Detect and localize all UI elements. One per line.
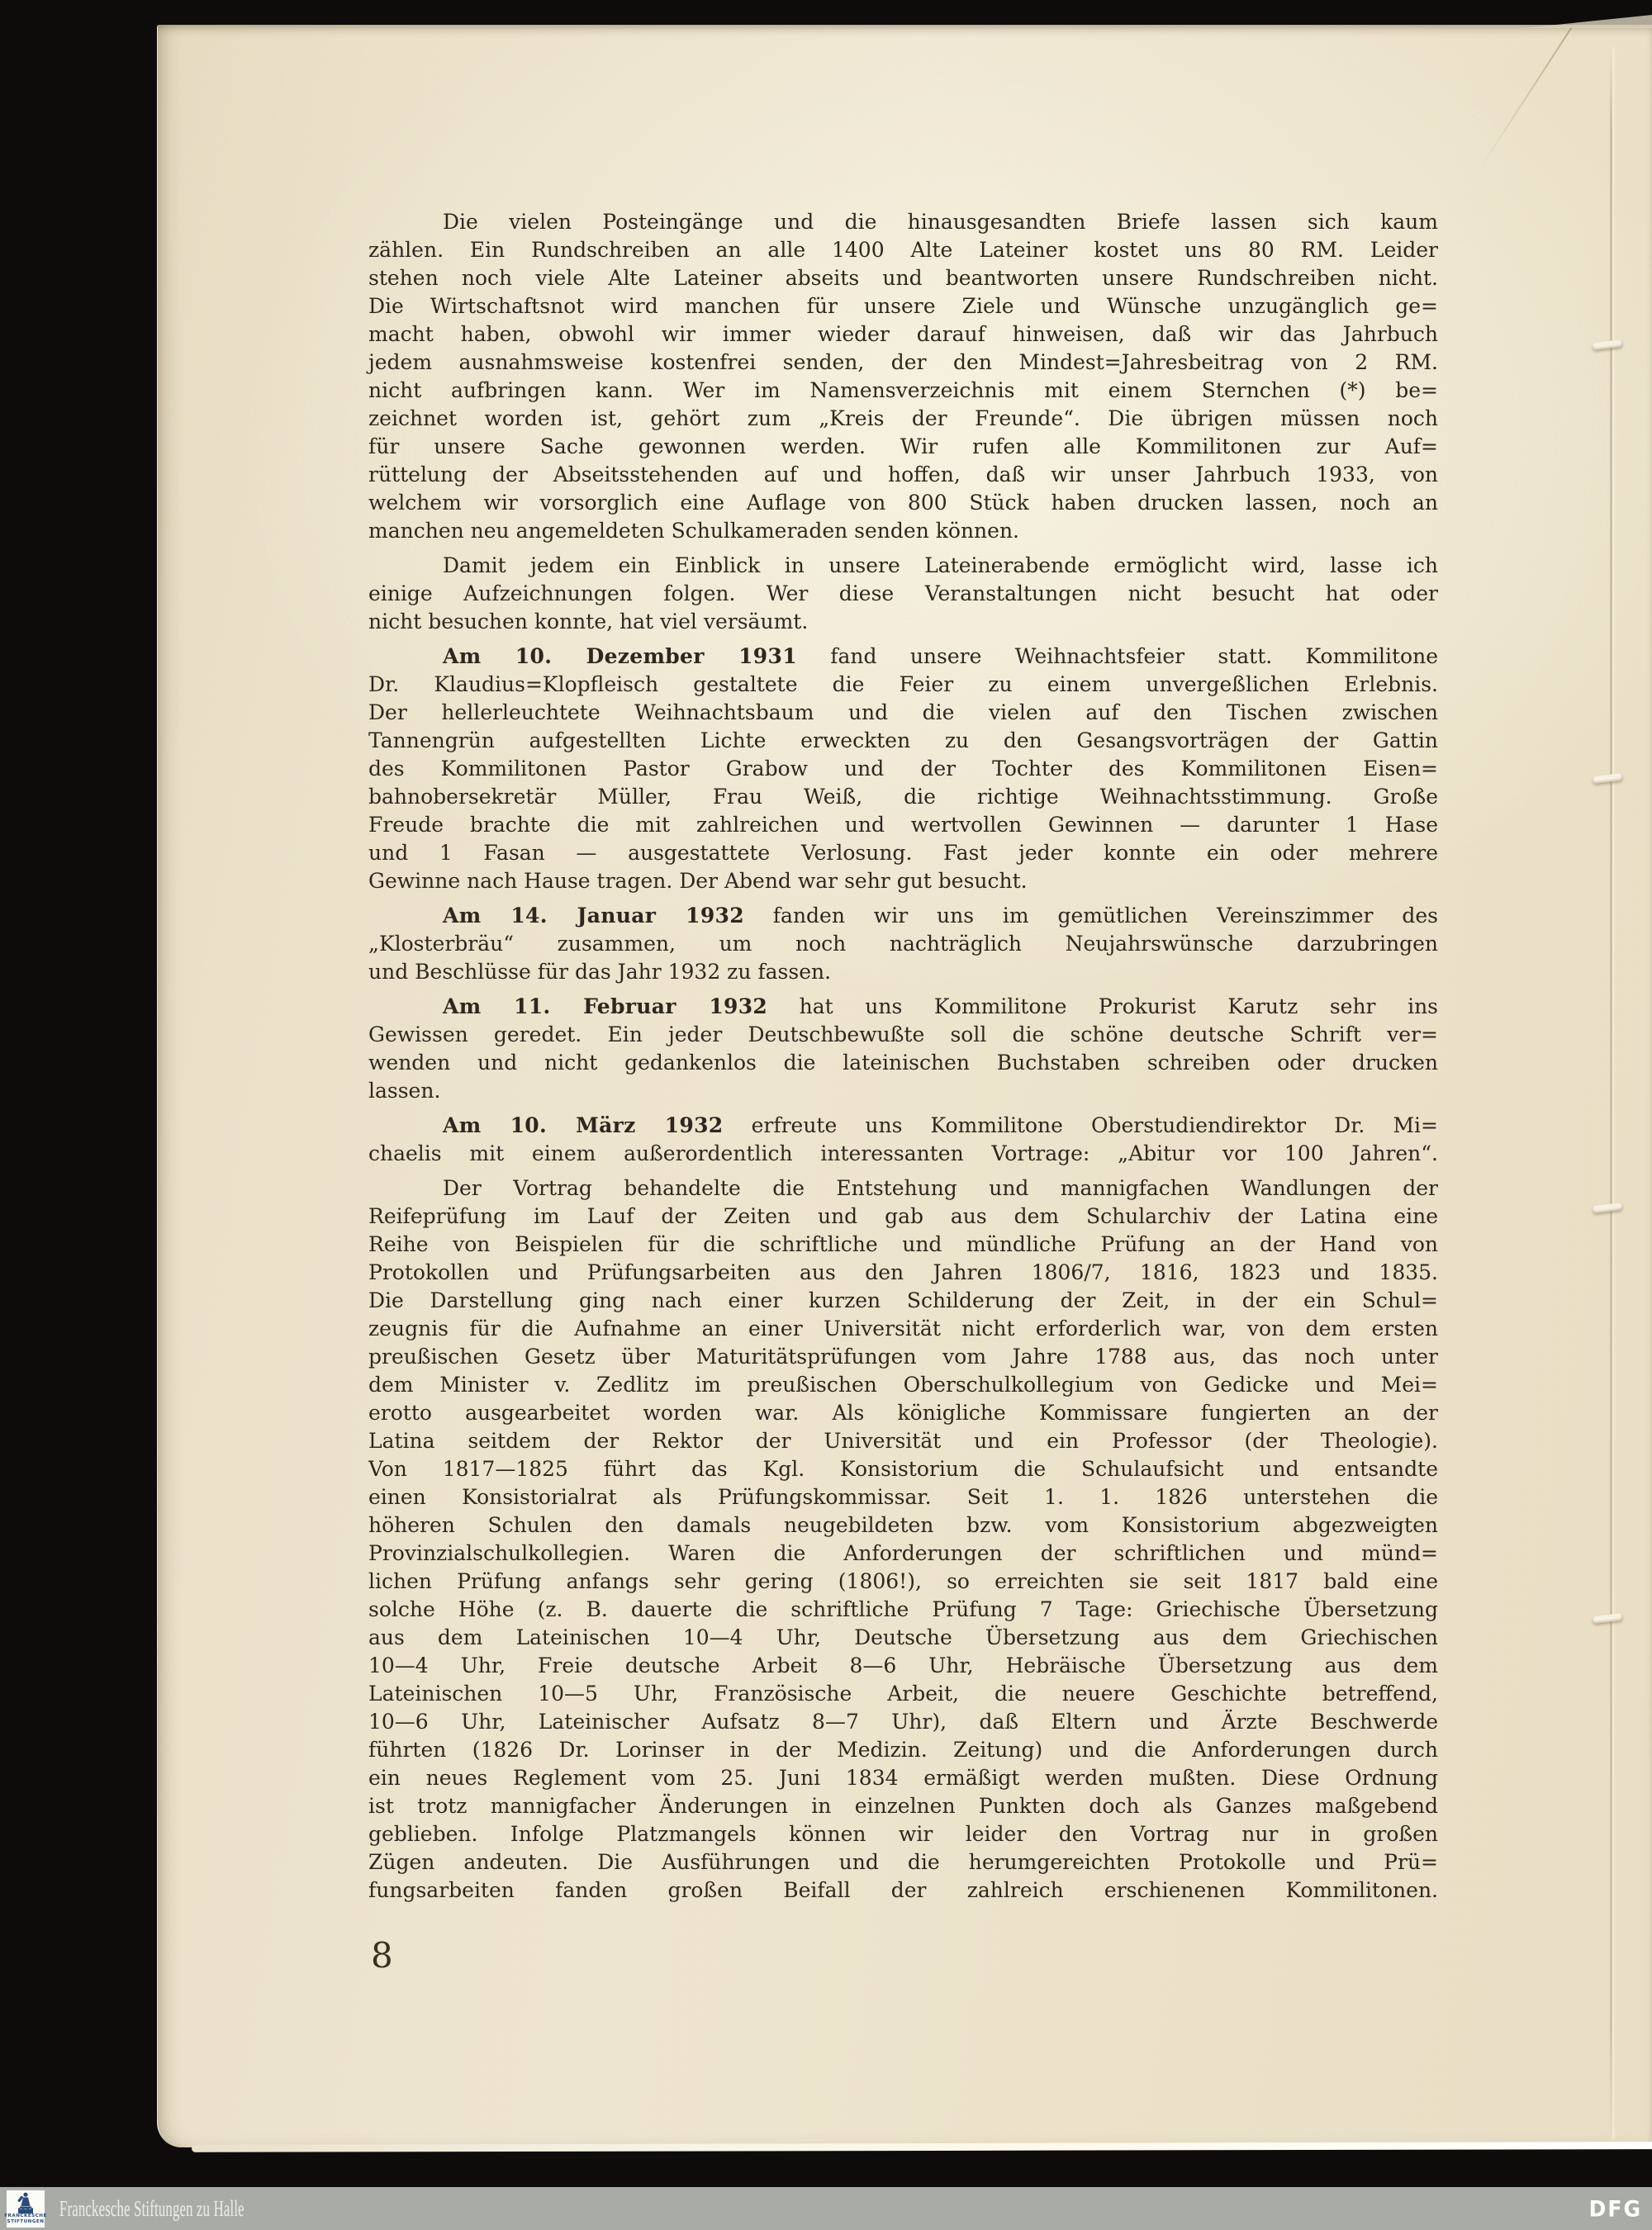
text-line: rüttelung der Abseitsstehenden auf und hoffen, daß wir unser Jahrbuch 1933, von — [368, 463, 1438, 486]
text-line: Tannengrün aufgestellten Lichte erweckten zu den Gesangsvorträgen der Gattin — [368, 728, 1438, 752]
text-line: für unsere Sache gewonnen werden. Wir rufen alle Kommilitonen zur Auf= — [368, 434, 1438, 458]
text-line: Reifeprüfung im Lauf der Zeiten und gab aus dem Schularchiv der Latina eine — [368, 1204, 1438, 1228]
text-line: bahnobersekretär Müller, Frau Weiß, die richtige Weihnachtsstimmung. Große — [368, 785, 1438, 809]
text-line: stehen noch viele Alte Lateiner abseits und beantworten unsere Rundschreiben nicht. — [368, 266, 1438, 290]
text-line: jedem ausnahmsweise kostenfrei senden, der den Mindest=Jahresbeitrag von 2 RM. — [368, 350, 1438, 374]
binding-stitch — [1593, 1203, 1623, 1213]
text-line: zeichnet worden ist, gehört zum „Kreis der Freunde“. Die übrigen müssen noch — [368, 406, 1438, 430]
text-line: Freude brachte die mit zahlreichen und wertvollen Gewinnen — darunter 1 Hase — [368, 813, 1438, 837]
text-line: welchem wir vorsorglich eine Auflage von 800 Stück haben drucken lassen, noch an — [368, 491, 1438, 515]
page-text-block — [368, 208, 1438, 1905]
text-line: Reihe von Beispielen für die schriftliche und mündliche Prüfung an der Hand von — [368, 1232, 1438, 1256]
text-line: Die Wirtschaftsnot wird manchen für unsere Ziele und Wünsche unzugänglich ge= — [368, 294, 1438, 318]
text-line: „Klosterbräu“ zusammen, um noch nachträglich Neujahrswünsche darzubringen — [368, 932, 1438, 956]
text-line: des Kommilitonen Pastor Grabow und der Tochter des Kommilitonen Eisen= — [368, 757, 1438, 780]
text-line: Dr. Klaudius=Klopfleisch gestaltete die Feier zu einem unvergeßlichen Erlebnis. — [368, 672, 1438, 696]
text-line: Gewissen geredet. Ein jeder Deutschbewußte soll die schöne deutsche Schrift ver= — [368, 1022, 1438, 1046]
logo-caption-line2: STIFTUNGEN — [7, 2218, 45, 2224]
text-line: zeugnis für die Aufnahme an einer Universität nicht erforderlich war, von dem ersten — [368, 1317, 1438, 1340]
text-line: geblieben. Infolge Platzmangels können wir leider den Vortrag nur in großen — [368, 1822, 1438, 1846]
text-line: manchen neu angemeldeten Schulkameraden senden können. — [368, 519, 1019, 543]
text-line: wenden und nicht gedankenlos die lateinischen Buchstaben schreiben oder drucken — [368, 1051, 1438, 1075]
text-line: Damit jedem ein Einblick in unsere Lateinerabende ermöglicht wird, lasse ich — [443, 553, 1438, 577]
dfg-logo: DFG — [1588, 2196, 1642, 2222]
text-line: Von 1817—1825 führt das Kgl. Konsistorium die Schulaufsicht und entsandte — [368, 1457, 1438, 1481]
text-line: Lateinischen 10—5 Uhr, Französische Arbeit, die neuere Geschichte betreffend, — [368, 1682, 1438, 1706]
watermark-bar — [0, 2187, 1652, 2230]
binding-stitch — [1593, 1613, 1623, 1624]
text-line: lichen Prüfung anfangs sehr gering (1806!), so erreichten sie seit 1817 bald eine — [368, 1569, 1438, 1593]
logo-caption-line1: FRANCKESCHE — [4, 2213, 47, 2218]
paper-fold-line — [1610, 48, 1612, 2139]
text-line: dem Minister v. Zedlitz im preußischen Oberschulkollegium von Gedicke und Mei= — [368, 1373, 1438, 1397]
text-line: nicht besuchen konnte, hat viel versäumt. — [368, 610, 809, 633]
paper-crease-diagonal — [1479, 26, 1573, 169]
text-line: nicht aufbringen kann. Wer im Namensverzeichnis mit einem Sternchen (*) be= — [368, 378, 1438, 402]
text-line: Die vielen Posteingänge und die hinausgesandten Briefe lassen sich kaum — [443, 210, 1438, 234]
francke-monument-icon — [12, 2192, 40, 2213]
text-line: einige Aufzeichnungen folgen. Wer diese Veranstaltungen nicht besucht hat oder — [368, 581, 1438, 605]
text-line: Am 10. Dezember 1931 fand unsere Weihnachtsfeier statt. Kommilitone — [443, 644, 1438, 668]
text-line: Protokollen und Prüfungsarbeiten aus den Jahren 1806/7, 1816, 1823 und 1835. — [368, 1260, 1438, 1284]
scanned-page — [157, 25, 1652, 2147]
text-line: fungsarbeiten fanden großen Beifall der zahlreich erschienenen Kommilitonen. — [368, 1878, 1438, 1902]
text-line: Am 10. März 1932 erfreute uns Kommilitone Oberstudiendirektor Dr. Mi= — [443, 1113, 1438, 1137]
text-line: Am 14. Januar 1932 fanden wir uns im gemütlichen Vereinszimmer des — [443, 904, 1438, 928]
adjacent-page-edge — [1524, 15, 1652, 28]
text-line: Am 11. Februar 1932 hat uns Kommilitone Prokurist Karutz sehr ins — [443, 994, 1438, 1018]
text-line: preußischen Gesetz über Maturitätsprüfungen vom Jahre 1788 aus, das noch unter — [368, 1345, 1438, 1369]
text-line: Der hellerleuchtete Weihnachtsbaum und die vielen auf den Tischen zwischen — [368, 700, 1438, 724]
text-line: ein neues Reglement vom 25. Juni 1834 ermäßigt werden mußten. Diese Ordnung — [368, 1766, 1438, 1790]
text-line: solche Höhe (z. B. dauerte die schriftliche Prüfung 7 Tage: Griechische Übersetzung — [368, 1597, 1438, 1621]
text-line: und 1 Fasan — ausgestattete Verlosung. Fast jeder konnte ein oder mehrere — [368, 841, 1438, 865]
text-line: aus dem Lateinischen 10—4 Uhr, Deutsche Übersetzung aus dem Griechischen — [368, 1625, 1438, 1649]
text-line: macht haben, obwohl wir immer wieder darauf hinweisen, daß wir das Jahrbuch — [368, 322, 1438, 346]
text-line: höheren Schulen den damals neugebildeten bzw. vom Konsistorium abgezweigten — [368, 1513, 1438, 1537]
text-line: führten (1826 Dr. Lorinser in der Medizin. Zeitung) und die Anforderungen durch — [368, 1738, 1438, 1762]
text-line: Die Darstellung ging nach einer kurzen Schilderung der Zeit, in der ein Schul= — [368, 1288, 1438, 1312]
text-line: Provinzialschulkollegien. Waren die Anforderungen der schriftlichen und münd= — [368, 1541, 1438, 1565]
text-line: ist trotz mannigfacher Änderungen in einzelnen Punkten doch als Ganzes maßgebend — [368, 1794, 1438, 1818]
franckesche-stiftungen-logo — [4, 2190, 47, 2228]
binding-stitch — [1593, 773, 1623, 784]
text-line: Zügen andeuten. Die Ausführungen und die herumgereichten Protokolle und Prü= — [368, 1850, 1438, 1874]
text-line: 10—6 Uhr, Lateinischer Aufsatz 8—7 Uhr), daß Eltern und Ärzte Beschwerde — [368, 1710, 1438, 1734]
text-line: Gewinne nach Hause tragen. Der Abend war sehr gut besucht. — [368, 869, 1028, 893]
text-line: einen Konsistorialrat als Prüfungskommissar. Seit 1. 1. 1826 unterstehen die — [368, 1485, 1438, 1509]
text-line: Latina seitdem der Rektor der Universität und ein Professor (der Theologie). — [368, 1429, 1438, 1453]
text-line: zählen. Ein Rundschreiben an alle 1400 Alte Lateiner kostet uns 80 RM. Leider — [368, 238, 1438, 262]
text-line: 10—4 Uhr, Freie deutsche Arbeit 8—6 Uhr, Hebräische Übersetzung aus dem — [368, 1654, 1438, 1677]
text-line: und Beschlüsse für das Jahr 1932 zu fassen. — [368, 960, 832, 984]
text-line: lassen. — [368, 1079, 441, 1103]
institution-name: Franckesche Stiftungen zu Halle — [59, 2196, 244, 2221]
text-line: Der Vortrag behandelte die Entstehung und mannigfachen Wandlungen der — [443, 1176, 1438, 1200]
page-number: 8 — [371, 1935, 393, 1976]
text-line: chaelis mit einem außerordentlich interessanten Vortrage: „Abitur vor 100 Jahren“. — [368, 1141, 1438, 1165]
binding-stitch — [1593, 339, 1623, 350]
text-line: erotto ausgearbeitet worden war. Als königliche Kommissare fungierten an der — [368, 1401, 1438, 1425]
